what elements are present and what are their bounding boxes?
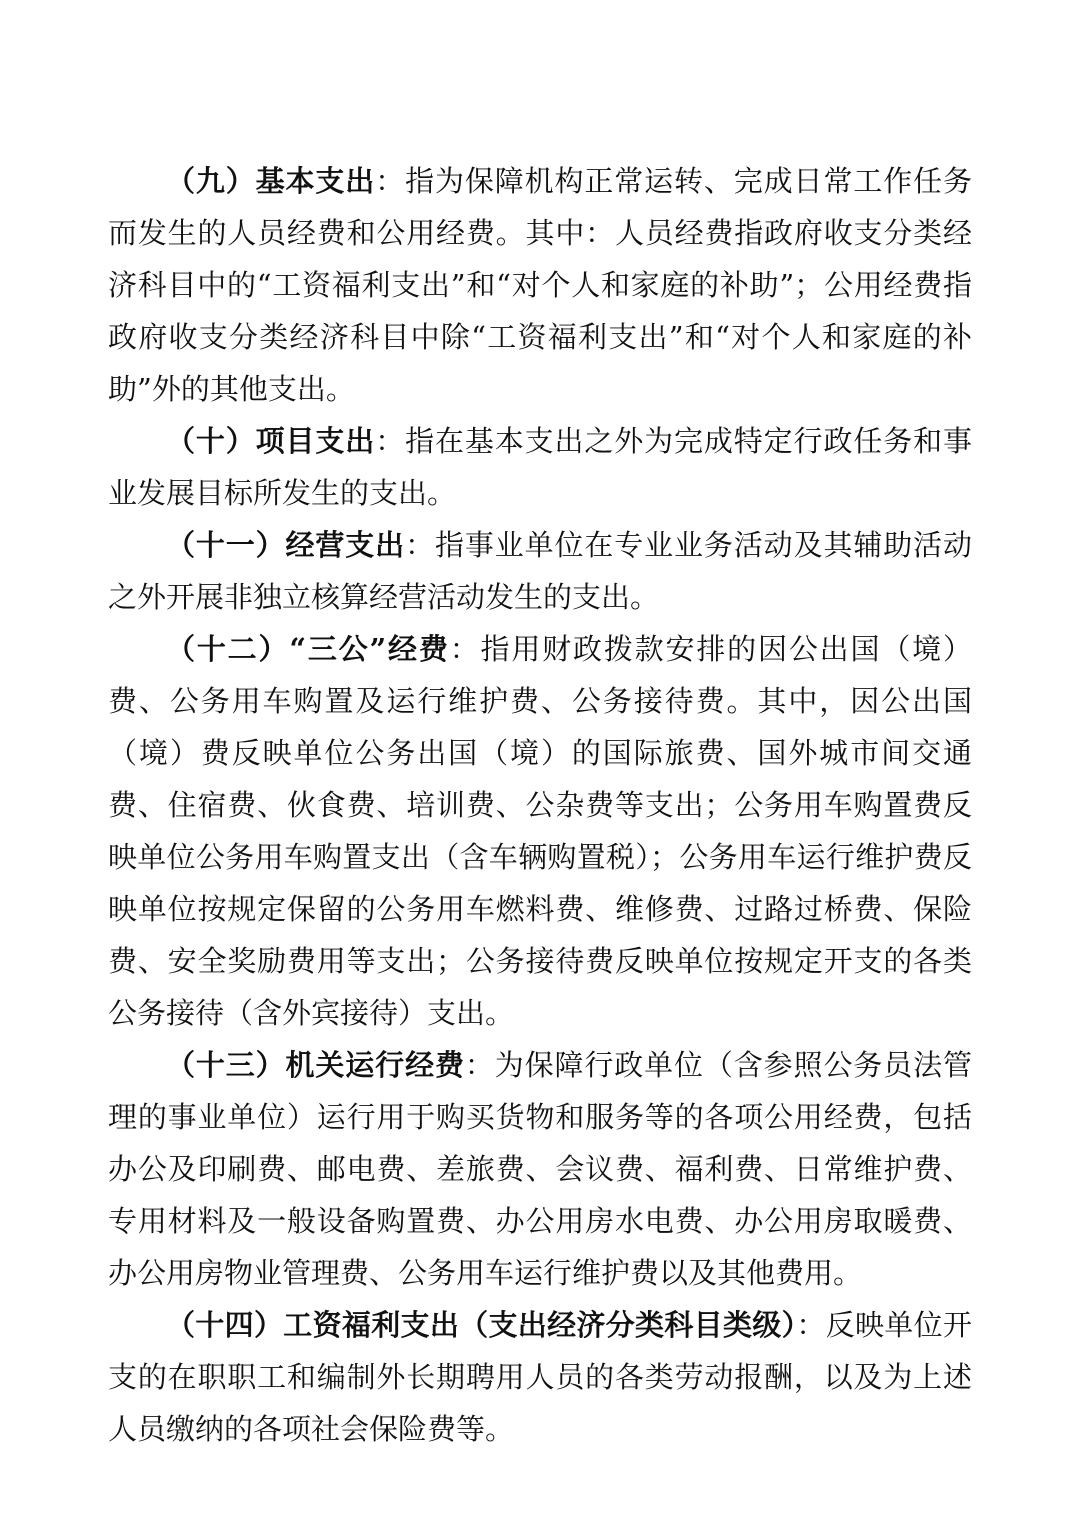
term-three-public-expenses: （十二）“三公”经费 (166, 632, 450, 666)
document-body (108, 155, 972, 1455)
paragraph-project-expenditure (108, 415, 972, 519)
term-basic-expenditure: （九）基本支出 (166, 164, 376, 198)
term-operating-expenditure: （十一）经营支出 (166, 528, 406, 562)
term-project-expenditure: （十）项目支出 (166, 424, 376, 458)
term-wages-welfare: （十四）工资福利支出（支出经济分类科目类级） (166, 1308, 797, 1342)
paragraph-operating-expenditure (108, 519, 972, 623)
definition-wages-welfare: ：反映单位开支的在职职工和编制外长期聘用人员的各类劳动报酬，以及为上述人员缴纳的各项社会保险费等。 (108, 1308, 972, 1446)
paragraph-basic-expenditure (108, 155, 972, 415)
definition-operating-expenditure: ：指事业单位在专业业务活动及其辅助活动之外开展非独立核算经营活动发生的支出。 (108, 528, 972, 614)
definition-three-public-expenses: ：指用财政拨款安排的因公出国（境）费、公务用车购置及运行维护费、公务接待费。其中，因公出国（境）费反映单位公务出国（境）的国际旅费、国外城市间交通费、住宿费、伙食费、培训费、公杂费等支出；公务用车购置费反映单位公务用车购置支出（含车辆购置税）；公务用车运行维护费反映单位按规定保留的公务用车燃料费、维修费、过路过桥费、保险费、安全奖励费用等支出；公务接待费反映单位按规定开支的各类公务接待（含外宾接待）支出。 (108, 632, 972, 1030)
paragraph-three-public-expenses (108, 623, 972, 1039)
paragraph-wages-welfare (108, 1299, 972, 1455)
term-agency-operating-costs: （十三）机关运行经费 (166, 1048, 465, 1082)
definition-basic-expenditure: ：指为保障机构正常运转、完成日常工作任务而发生的人员经费和公用经费。其中：人员经费指政府收支分类经济科目中的“工资福利支出”和“对个人和家庭的补助”；公用经费指政府收支分类经济科目中除“工资福利支出”和“对个人和家庭的补助”外的其他支出。 (108, 164, 972, 406)
definition-agency-operating-costs: ：为保障行政单位（含参照公务员法管理的事业单位）运行用于购买货物和服务等的各项公用经费，包括办公及印刷费、邮电费、差旅费、会议费、福利费、日常维护费、专用材料及一般设备购置费、办公用房水电费、办公用房取暖费、办公用房物业管理费、公务用车运行维护费以及其他费用。 (108, 1048, 972, 1290)
definition-project-expenditure: ：指在基本支出之外为完成特定行政任务和事业发展目标所发生的支出。 (108, 424, 972, 510)
paragraph-agency-operating-costs (108, 1039, 972, 1299)
